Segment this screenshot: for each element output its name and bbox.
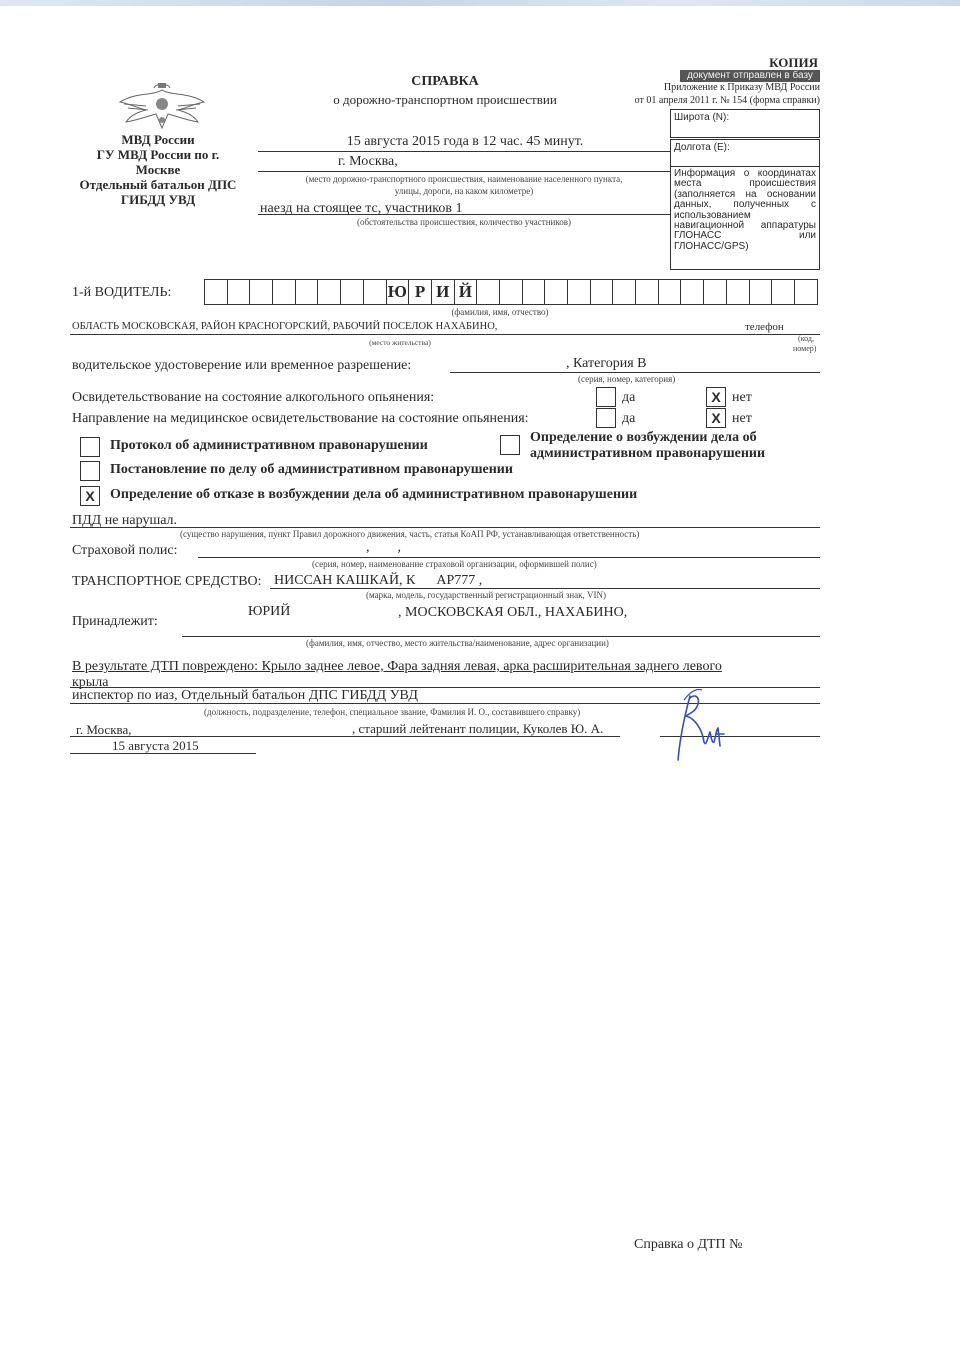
owner-hint: (фамилия, имя, отчество, место жительства/наименование, адрес организации) [306,638,609,648]
authority-line-1: МВД России [121,132,195,147]
scan-edge [0,0,960,6]
vehicle-label: ТРАНСПОРТНОЕ СРЕДСТВО: [72,574,262,589]
name-cell: И [432,280,455,304]
appendix-line-1: Приложение к Приказу МВД России [663,82,820,93]
officer-place: г. Москва, [76,722,132,737]
name-cell [750,280,773,304]
driver-name-hint: (фамилия, имя, отчество) [451,307,549,317]
name-cell [364,280,387,304]
name-cell: Й [455,280,478,304]
driver-name-cells[interactable] [204,279,818,305]
document-title: СПРАВКА [411,74,479,89]
authority-line-2: ГУ МВД России по г. [96,147,220,162]
name-cell [704,280,727,304]
latitude-label: Широта (N): [674,112,730,123]
alcohol-no-checkbox[interactable]: X [706,387,726,407]
coords-info: Информация о координатах места происшествия (заполняется на основании данных, полученных с использованием навигационной аппаратуры ГЛОНАСС или ГЛОНАСС/GPS) [674,168,816,252]
signature [660,688,740,768]
latitude-box[interactable] [670,109,820,138]
license-label: водительское удостоверение или временное разрешение: [72,358,412,373]
license-value: , Категория B [566,356,647,371]
name-cell: Ю [387,280,410,304]
officer-date: 15 августа 2015 [112,738,199,753]
longitude-box[interactable] [670,139,820,167]
resolution-label: Постановление по делу об административном правонарушении [110,462,513,477]
place-hint-1: (место дорожно-транспортного происшествия, наименование населенного пункта, [305,174,623,184]
footer-ref: Справка о ДТП № [634,1237,743,1252]
vehicle-value: НИССАН КАШКАЙ, К АР777 , [274,573,483,588]
name-cell [477,280,500,304]
circumstances-hint: (обстоятельства происшествия, количество участников) [356,217,572,227]
copy-label: КОПИЯ [769,55,818,70]
phone-hint-2: номер) [793,344,817,353]
name-cell [273,280,296,304]
protocol-label: Протокол об административном правонарушении [110,438,428,453]
coords-info-box [670,166,820,270]
phone-hint-1: (код, [798,334,814,343]
insurance-value: , , [366,540,401,555]
name-cell [500,280,523,304]
incident-place: г. Москва, [338,154,398,169]
name-cell [205,280,228,304]
medical-no-label: нет [732,411,752,426]
name-cell [727,280,750,304]
authority-line-4: Отдельный батальон ДПС [79,177,237,192]
incident-circumstances: наезд на стоящее тс, участников 1 [260,201,463,216]
name-cell [523,280,546,304]
name-cell [568,280,591,304]
name-cell [250,280,273,304]
name-cell [795,280,818,304]
resolution-checkbox[interactable] [80,461,100,481]
alcohol-yes-checkbox[interactable] [596,387,616,407]
alcohol-no-label: нет [732,390,752,405]
name-cell [681,280,704,304]
name-cell [296,280,319,304]
insurance-label: Страховой полис: [72,543,178,558]
damage-text-2: крыла [72,675,109,690]
emblem-icon [116,82,208,132]
violation-hint: (существо нарушения, пункт Правил дорожного движения, часть, статья КоАП РФ, устанавливающая ответственность) [180,529,640,539]
residence-hint: (место жительства) [369,338,431,347]
officer-rank-name: , старший лейтенант полиции, Куколев Ю. А. [352,721,604,736]
medical-label: Направление на медицинское освидетельствование на состояние опьянения: [72,411,529,426]
protocol-checkbox[interactable] [80,437,100,457]
name-cell: Р [409,280,432,304]
officer-position: инспектор по иаз, Отдельный батальон ДПС ГИБДД УВД [72,688,418,703]
longitude-label: Долгота (Е): [674,142,730,153]
damage-text-1: В результате ДТП повреждено: Крыло заднее левое, Фара задняя левая, арка расширительная заднего левого [72,659,722,674]
phone-label: телефон [745,321,784,333]
name-cell [636,280,659,304]
appendix-line-2: от 01 апреля 2011 г. № 154 (форма справки) [634,95,820,106]
medical-no-checkbox[interactable]: X [706,408,726,428]
name-cell [613,280,636,304]
medical-yes-label: да [622,411,636,426]
vehicle-hint: (марка, модель, государственный регистрационный знак, VIN) [366,590,607,600]
medical-yes-checkbox[interactable] [596,408,616,428]
officer-hint: (должность, подразделение, телефон, специальное звание, Фамилия И. О., составившего справку) [204,707,581,717]
insurance-hint: (серия, номер, наименование страховой организации, оформившей полис) [312,559,597,569]
name-cell [545,280,568,304]
authority-line-3: Москве [135,162,181,177]
name-cell [341,280,364,304]
incident-datetime: 15 августа 2015 года в 12 час. 45 минут. [346,134,584,149]
driver-residence: ОБЛАСТЬ МОСКОВСКАЯ, РАЙОН КРАСНОГОРСКИЙ, РАБОЧИЙ ПОСЕЛОК НАХАБИНО, [72,321,498,332]
place-hint-2: улицы, дороги, на каком километре) [394,186,534,196]
name-cell [659,280,682,304]
owner-label: Принадлежит: [72,614,158,629]
owner-name: ЮРИЙ [248,604,291,619]
initiation-label-1: Определение о возбуждении дела об [530,430,757,445]
sent-stamp: документ отправлен в базу [680,70,820,82]
document-subtitle: о дорожно-транспортном происшествии [333,92,557,107]
name-cell [772,280,795,304]
authority-line-5: ГИБДД УВД [120,192,196,207]
name-cell [318,280,341,304]
name-cell [591,280,614,304]
alcohol-label: Освидетельствование на состояние алкогольного опьянения: [72,390,435,405]
driver-label: 1-й ВОДИТЕЛЬ: [72,285,172,300]
alcohol-yes-label: да [622,390,636,405]
initiation-label-2: административном правонарушении [530,446,766,461]
violation-value: ПДД не нарушал. [72,513,178,528]
initiation-checkbox[interactable] [500,435,520,455]
owner-address: , МОСКОВСКАЯ ОБЛ., НАХАБИНО, [398,605,628,620]
refusal-label: Определение об отказе в возбуждении дела об административном правонарушении [110,487,638,502]
license-hint: (серия, номер, категория) [578,374,676,384]
refusal-checkbox[interactable]: X [80,486,100,506]
name-cell [228,280,251,304]
